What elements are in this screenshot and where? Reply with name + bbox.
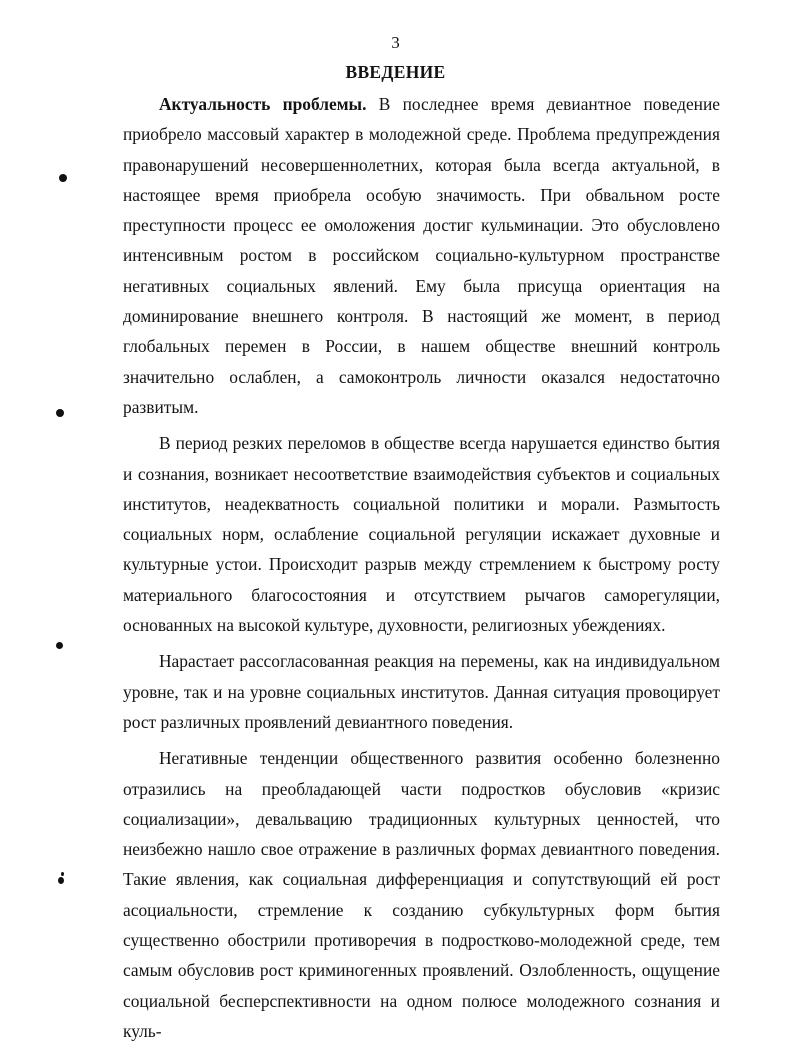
paragraph: [123, 743, 720, 1046]
binding-hole-mark: [61, 872, 64, 876]
paragraph-text: В последнее время девиантное поведение приобрело массовый характер в молодежной среде. Проблема предупреждения правонарушений несовершеннолетних, которая была всегда актуальной, в настоящее время приобрела особую значимость. При обвальном росте преступности процесс ее омоложения достиг кульминации. Это обусловлено интенсивным ростом в российском социально-культурном пространстве негативных социальных явлений. Ему была присуща ориентация на доминирование внешнего контроля. В настоящий же момент, в период глобальных перемен в России, в нашем обществе внешний контроль значительно ослаблен, а самоконтроль личности оказался недостаточно развитым.: [123, 94, 721, 417]
section-heading: ВВЕДЕНИЕ: [345, 62, 446, 82]
binding-hole-mark: [56, 409, 64, 417]
paragraph: [123, 428, 720, 640]
paragraph: [123, 646, 720, 737]
binding-hole-mark: [56, 642, 63, 649]
page-number: 3: [391, 33, 400, 52]
paragraph: [123, 89, 720, 422]
paragraph-lead: Актуальность проблемы.: [159, 94, 367, 114]
binding-hole-mark: [59, 174, 67, 182]
paragraph-text: Негативные тенденции общественного развития особенно болезненно отразились на преобладающей части подростков обусловив «кризис социализации», девальвацию традиционных культурных ценностей, что неизбежно нашло свое отражение в различных формах девиантного поведения. Такие явления, как социальная дифференциация и сопутствующий ей рост асоциальности, стремление к созданию субкультурных форм бытия существенно обострили противоречия в подростково-молодежной среде, тем самым обусловив рост криминогенных проявлений. Озлобленность, ощущение социальной бесперспективности на одном полюсе молодежного сознания и куль-: [123, 748, 720, 1041]
binding-hole-mark: [58, 877, 64, 884]
paragraph-text: Нарастает рассогласованная реакция на перемены, как на индивидуальном уровне, так и на уровне социальных институтов. Данная ситуация провоцирует рост различных проявлений девиантного поведения.: [123, 651, 720, 732]
body-text: [123, 89, 720, 1052]
paragraph-text: В период резких переломов в обществе всегда нарушается единство бытия и сознания, возникает несоответствие взаимодействия субъектов и социальных институтов, неадекватность социальной политики и морали. Размытость социальных норм, ослабление социальной регуляции искажает духовные и культурные устои. Происходит разрыв между стремлением к быстрому росту материального благосостояния и отсутствием рычагов саморегуляции, основанных на высокой культуре, духовности, религиозных убеждениях.: [123, 433, 720, 636]
